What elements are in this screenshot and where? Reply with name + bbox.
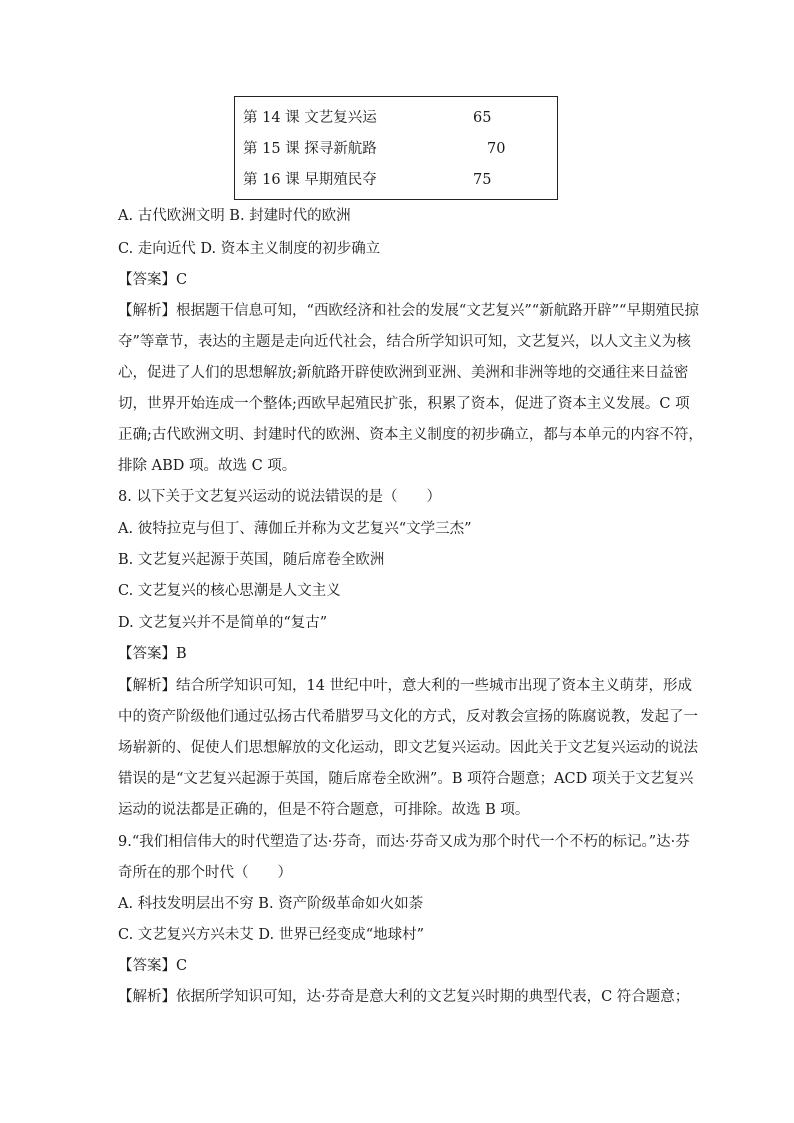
toc-title: 第 16 课 早期殖民夺 [243,172,377,188]
option-line: B. 文艺复兴起源于英国，随后席卷全欧洲 [118,552,385,568]
toc-page: 65 [473,110,492,126]
option-line: A. 科技发明层出不穷 B. 资产阶级革命如火如荼 [118,896,424,912]
option-line: C. 走向近代 D. 资本主义制度的初步确立 [118,241,381,257]
analysis-text: 夺”等章节，表达的主题是走向近代社会，结合所学知识可知，文艺复兴，以人文主义为核 [118,334,691,350]
option-line: A. 彼特拉克与但丁、薄伽丘并称为文艺复兴“文学三杰” [118,521,472,537]
option-line: C. 文艺复兴方兴未艾 D. 世界已经变成“地球村” [118,927,425,943]
analysis-text: 运动的说法都是正确的，但是不符合题意，可排除。故选 B 项。 [118,802,530,818]
table-of-contents-box [234,96,558,200]
analysis-text: 【解析】依据所学知识可知，达·芬奇是意大利的文艺复兴时期的典型代表，C 符合题意； [118,989,690,1005]
question-stem: 8. 以下关于文艺复兴运动的说法错误的是（ ） [118,489,441,505]
toc-title: 第 15 课 探寻新航路 [243,141,377,157]
option-line: A. 古代欧洲文明 B. 封建时代的欧洲 [118,208,351,224]
analysis-text: 切，世界开始连成一个整体;西欧早起殖民扩张，积累了资本，促进了资本主义发展。C 项 [118,396,690,412]
toc-page: 75 [473,172,492,188]
analysis-text: 场崭新的、促使人们思想解放的文化运动，即文艺复兴运动。因此关于文艺复兴运动的说法 [118,740,698,756]
toc-page: 70 [487,141,506,157]
analysis-text: 正确;古代欧洲文明、封建时代的欧洲、资本主义制度的初步确立，都与本单元的内容不符， [118,427,703,443]
option-line: D. 文艺复兴并不是简单的“复古” [118,615,328,631]
analysis-text: 中的资产阶级他们通过弘扬古代希腊罗马文化的方式，反对教会宣扬的陈腐说教，发起了一 [118,709,698,725]
answer-line: 【答案】C [118,272,188,288]
analysis-text: 错误的是“文艺复兴起源于英国，随后席卷全欧洲”。B 项符合题意；ACD 项关于文艺复兴 [118,771,694,787]
toc-row [243,107,543,129]
toc-row [243,138,543,160]
analysis-text: 【解析】根据题干信息可知，“西欧经济和社会的发展“文艺复兴”“新航路开辟”“早期殖民掠 [118,303,699,319]
toc-row [243,169,543,191]
analysis-text: 【解析】结合所学知识可知，14 世纪中叶，意大利的一些城市出现了资本主义萌芽，形成 [118,678,693,694]
answer-line: 【答案】B [118,646,187,662]
answer-line: 【答案】C [118,958,188,974]
question-stem: 奇所在的那个时代（ ） [118,865,292,881]
toc-title: 第 14 课 文艺复兴运 [243,110,377,126]
question-stem: 9.“我们相信伟大的时代塑造了达·芬奇，而达·芬奇又成为那个时代一个不朽的标记。”达·芬 [118,834,690,850]
option-line: C. 文艺复兴的核心思潮是人文主义 [118,583,341,599]
analysis-text: 心，促进了人们的思想解放;新航路开辟使欧洲到亚洲、美洲和非洲等地的交通往来日益密 [118,365,689,381]
analysis-text: 排除 ABD 项。故选 C 项。 [118,458,297,474]
